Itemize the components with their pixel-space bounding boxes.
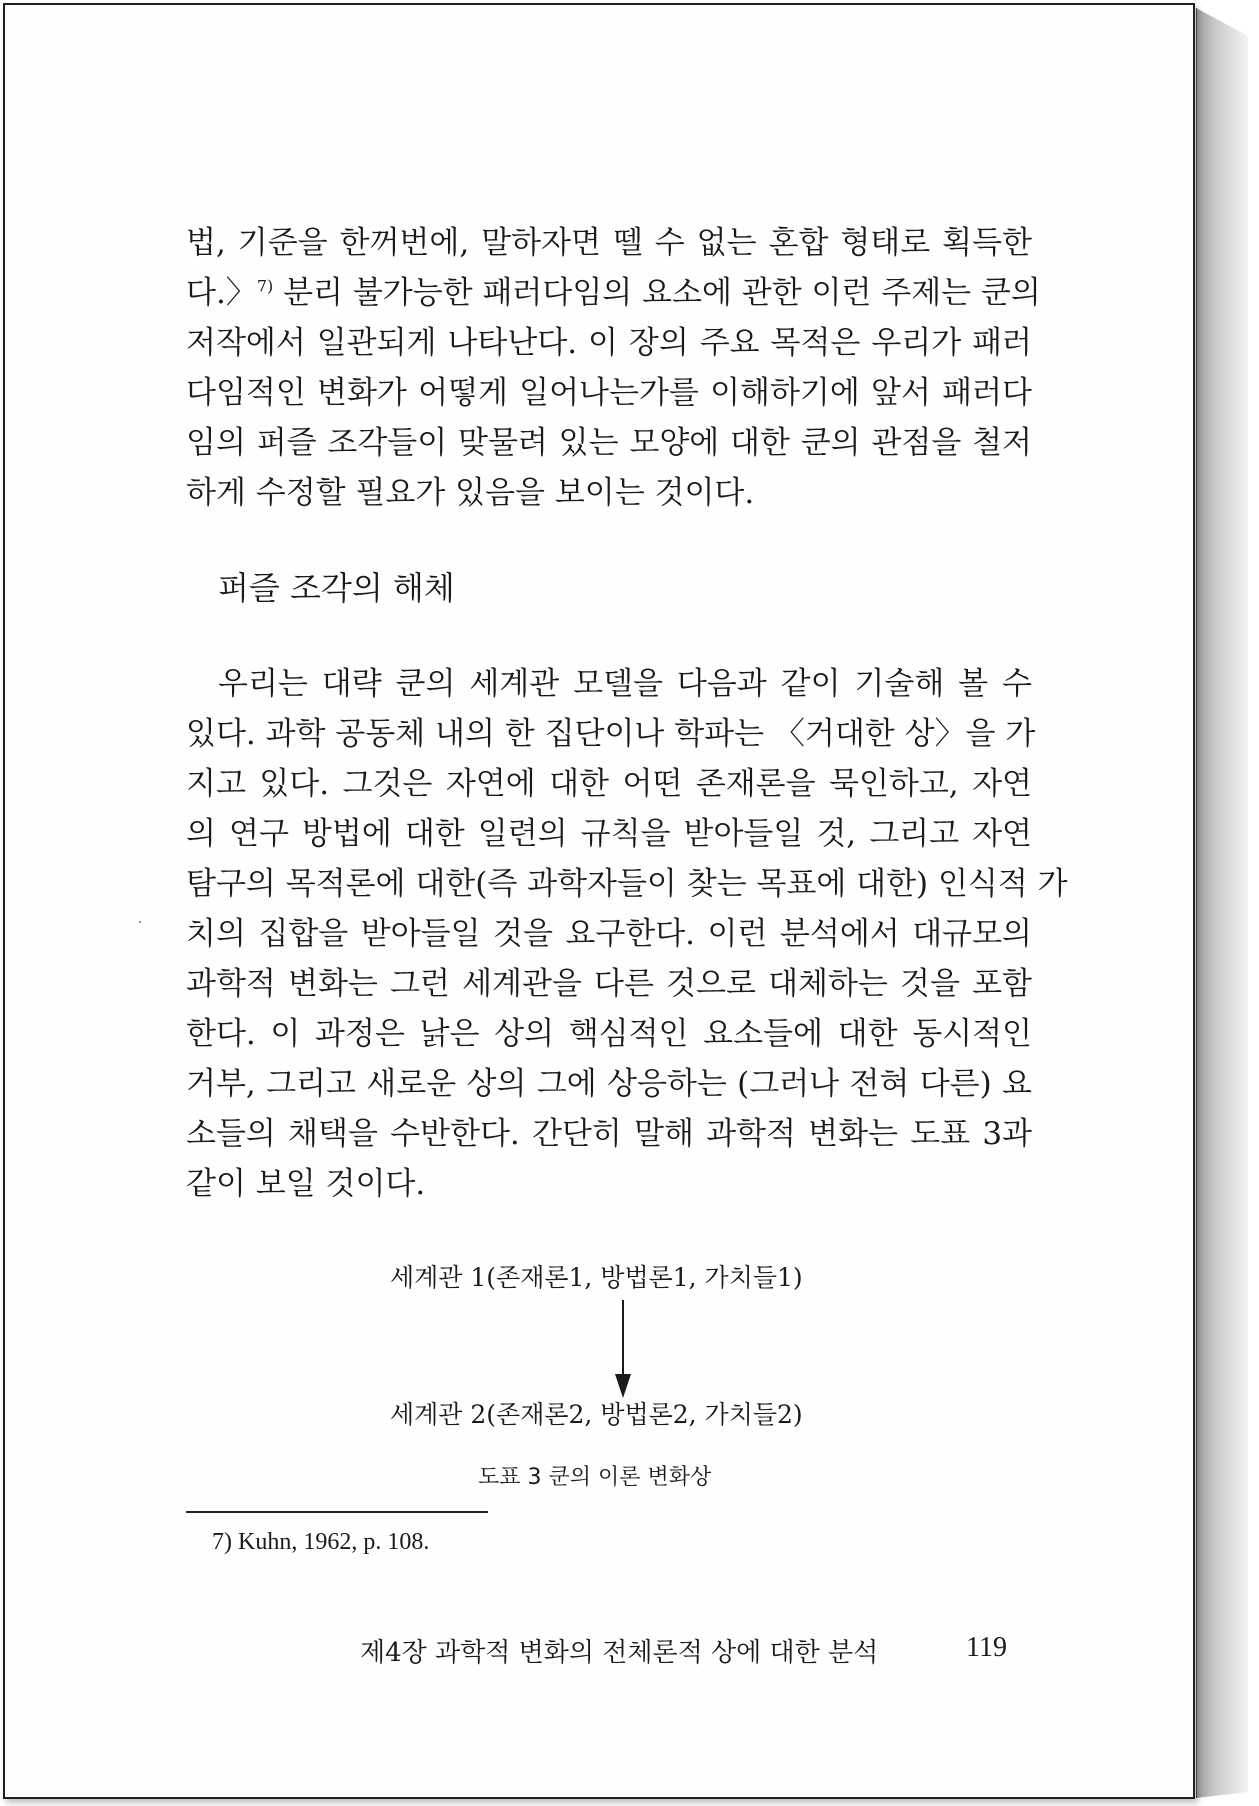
scan-speck	[139, 921, 141, 923]
paragraph-2-line: 소들의 채택을 수반한다. 간단히 말해 과학적 변화는 도표 3과	[186, 1116, 1032, 1152]
figure-worldview-1: 세계관 1(존재론1, 방법론1, 가치들1)	[390, 1263, 803, 1292]
page-number: 119	[966, 1632, 1007, 1663]
paragraph-2-line: 과학적 변화는 그런 세계관을 다른 것으로 대체하는 것을 포함	[186, 966, 1032, 1002]
paragraph-2-line: 있다. 과학 공동체 내의 한 집단이나 학파는 〈거대한 상〉을 가	[186, 716, 1036, 752]
footnote-marker: 7)	[256, 276, 274, 296]
paragraph-1	[186, 218, 1041, 518]
paragraph-1-line: 다임적인 변화가 어떻게 일어나는가를 이해하기에 앞서 패러다	[186, 375, 1032, 411]
paragraph-2-line: 우리는 대략 쿤의 세계관 모델을 다음과 같이 기술해 볼 수	[218, 666, 1032, 702]
section-heading: 퍼즐 조각의 해체	[218, 569, 455, 607]
page-edge	[1196, 8, 1248, 1798]
paragraph-1-line: 하게 수정할 필요가 있음을 보이는 것이다.	[186, 475, 755, 511]
paragraph-1-line: 법, 기준을 한꺼번에, 말하자면 뗄 수 없는 혼합 형태로 획득한	[186, 225, 1032, 261]
paragraph-2-line: 지고 있다. 그것은 자연에 대한 어떤 존재론을 묵인하고, 자연	[186, 766, 1032, 802]
down-arrow-icon	[608, 1300, 638, 1400]
paragraph-2-line: 의 연구 방법에 대한 일련의 규칙을 받아들일 것, 그리고 자연	[186, 816, 1032, 852]
line-rest: 분리 불가능한 패러다임의 요소에 관한 이런 주제는 쿤의	[283, 275, 1041, 311]
line-prefix: 다.〉	[186, 275, 257, 311]
paragraph-2-line: 탐구의 목적론에 대한(즉 과학자들이 찾는 목표에 대한) 인식적 가	[186, 866, 1068, 902]
paragraph-2-line: 치의 집합을 받아들일 것을 요구한다. 이런 분석에서 대규모의	[186, 916, 1032, 952]
paragraph-1-line: 저작에서 일관되게 나타난다. 이 장의 주요 목적은 우리가 패러	[186, 325, 1032, 361]
footnote: 7) Kuhn, 1962, p. 108.	[212, 1529, 430, 1555]
footnote-divider	[186, 1511, 488, 1513]
paragraph-2-line: 거부, 그리고 새로운 상의 그에 상응하는 (그러나 전혀 다른) 요	[186, 1066, 1032, 1102]
paragraph-1-line: 임의 퍼즐 조각들이 맞물려 있는 모양에 대한 쿤의 관점을 철저	[186, 425, 1032, 461]
paragraph-2-line: 한다. 이 과정은 낡은 상의 핵심적인 요소들에 대한 동시적인	[186, 1016, 1032, 1052]
paragraph-2	[186, 659, 1068, 1209]
paragraph-2-line: 같이 보일 것이다.	[186, 1166, 426, 1202]
running-footer-title: 제4장 과학적 변화의 전체론적 상에 대한 분석	[360, 1638, 879, 1668]
figure-worldview-2: 세계관 2(존재론2, 방법론2, 가치들2)	[390, 1400, 803, 1429]
paragraph-1-line-with-footnote	[186, 268, 1041, 318]
page-edge-line	[1196, 8, 1197, 1798]
figure-caption: 도표 3 쿤의 이론 변화상	[478, 1465, 712, 1490]
